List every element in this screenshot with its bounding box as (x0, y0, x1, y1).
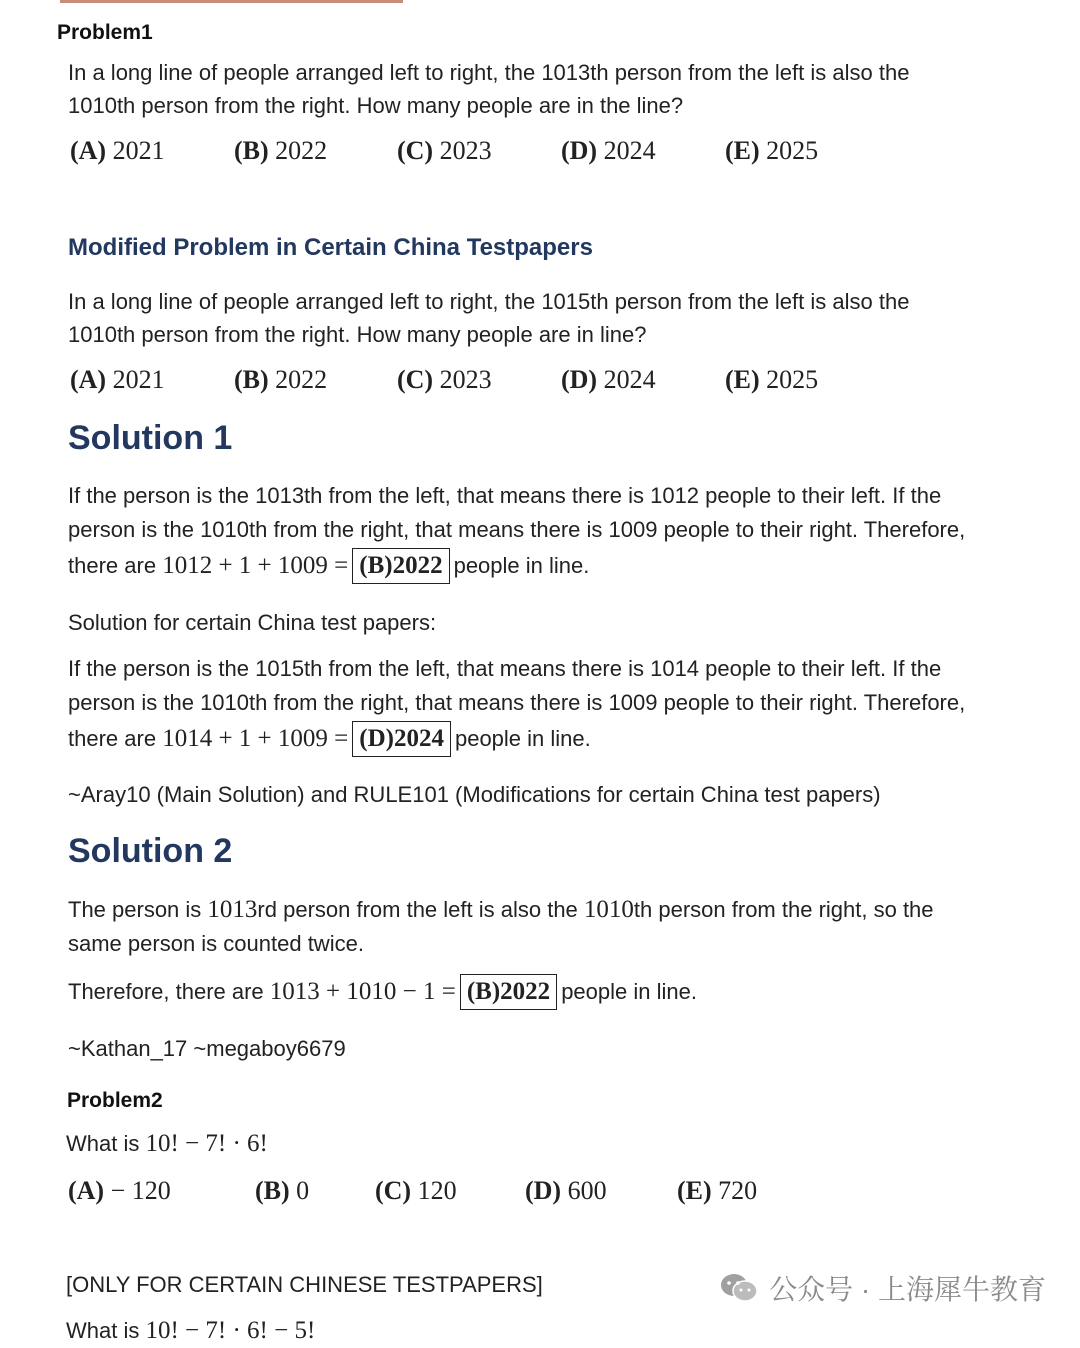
solution1-line3 (68, 548, 589, 584)
solution2-line2: same person is counted twice. (68, 931, 364, 956)
choice-a: (A) 2021 (70, 136, 165, 165)
choice-d: (D) 2024 (561, 136, 656, 165)
modified-text-line1: In a long line of people arranged left to right, the 1015th person from the left is also the (68, 289, 910, 314)
modified-choices (0, 365, 1080, 399)
solution1-china-line2: person is the 1010th from the right, that means there is 1009 people to their right. Therefore, (68, 690, 966, 715)
solution1-heading: Solution 1 (68, 419, 233, 457)
solution2-line1-c: th person from the right, so the (633, 897, 934, 922)
choice-a: (A) 2021 (70, 365, 165, 394)
solution2-line3-pre: Therefore, there are (68, 979, 264, 1004)
modified-text-line2: 1010th person from the right. How many people are in line? (68, 322, 647, 347)
problem2-cut-question (66, 1314, 315, 1348)
watermark (719, 1268, 1046, 1308)
solution1-china-line3 (68, 721, 591, 757)
choice-c: (C) 2023 (397, 365, 492, 394)
solution2-answer-box: (B)2022 (460, 974, 557, 1010)
problem2-question-pre: What is (66, 1131, 140, 1156)
solution1-line1: If the person is the 1013th from the left, that means there is 1012 people to their left. If the (68, 483, 942, 508)
problem2-question (66, 1127, 268, 1161)
solution2-line1-a: The person is (68, 897, 202, 922)
problem2-cut-pre: What is (66, 1318, 140, 1343)
solution1-china-line3-post: people in line. (454, 726, 591, 751)
choice-a: (A) − 120 (68, 1176, 171, 1205)
modified-heading: Modified Problem in Certain China Testpapers (68, 234, 593, 261)
solution2-credit: ~Kathan_17 ~megaboy6679 (68, 1036, 346, 1061)
problem2-china-note: [ONLY FOR CERTAIN CHINESE TESTPAPERS] (66, 1272, 543, 1297)
choice-e: (E) 2025 (725, 136, 819, 165)
choice-c: (C) 120 (375, 1176, 457, 1205)
choice-e: (E) 720 (677, 1176, 758, 1205)
wechat-icon (719, 1272, 759, 1304)
solution2-line1-b: rd person from the left is also the (257, 897, 578, 922)
solution2-line3-post: people in line. (561, 979, 697, 1004)
choice-d: (D) 2024 (561, 365, 656, 394)
problem2-label: Problem2 (67, 1089, 163, 1112)
solution1-equation: 1012 + 1 + 1009 = (162, 552, 349, 579)
problem2-expression: 10! − 7! · 6! (145, 1130, 268, 1157)
problem1-text-line2: 1010th person from the right. How many people are in the line? (68, 93, 684, 118)
problem2-choices (0, 1176, 1080, 1210)
problem1-choices (0, 136, 1080, 170)
problem1-label: Problem1 (57, 21, 153, 44)
solution1-line3-pre: there are (68, 553, 157, 578)
solution2-line1-m2: 1010 (583, 896, 634, 923)
problem1-text-line1: In a long line of people arranged left to right, the 1013th person from the left is also the (68, 60, 910, 85)
choice-b: (B) 2022 (234, 136, 328, 165)
watermark-text: 公众号 · 上海犀牛教育 (769, 1274, 1046, 1305)
solution1-credit: ~Aray10 (Main Solution) and RULE101 (Modifications for certain China test papers) (68, 782, 881, 807)
solution2-line1 (68, 893, 934, 927)
solution1-answer-box: (B)2022 (352, 548, 449, 584)
choice-b: (B) 2022 (234, 365, 328, 394)
solution2-heading: Solution 2 (68, 832, 233, 870)
solution1-china-answer-box: (D)2024 (352, 721, 451, 757)
choice-c: (C) 2023 (397, 136, 492, 165)
solution1-china-equation: 1014 + 1 + 1009 = (162, 725, 349, 752)
choice-e: (E) 2025 (725, 365, 819, 394)
solution1-line3-post: people in line. (453, 553, 590, 578)
solution2-line3 (68, 974, 697, 1010)
choice-b: (B) 0 (255, 1176, 310, 1205)
top-divider (60, 0, 403, 3)
solution1-china-line1: If the person is the 1015th from the left, that means there is 1014 people to their left. If the (68, 656, 942, 681)
solution1-china-line3-pre: there are (68, 726, 157, 751)
choice-d: (D) 600 (525, 1176, 607, 1205)
solution2-line1-m1: 1013 (207, 896, 258, 923)
problem2-cut-expression: 10! − 7! · 6! − 5! (145, 1317, 316, 1344)
solution2-equation: 1013 + 1010 − 1 = (269, 978, 456, 1005)
solution1-china-label: Solution for certain China test papers: (68, 610, 437, 635)
solution1-line2: person is the 1010th from the right, that means there is 1009 people to their right. Therefore, (68, 517, 966, 542)
